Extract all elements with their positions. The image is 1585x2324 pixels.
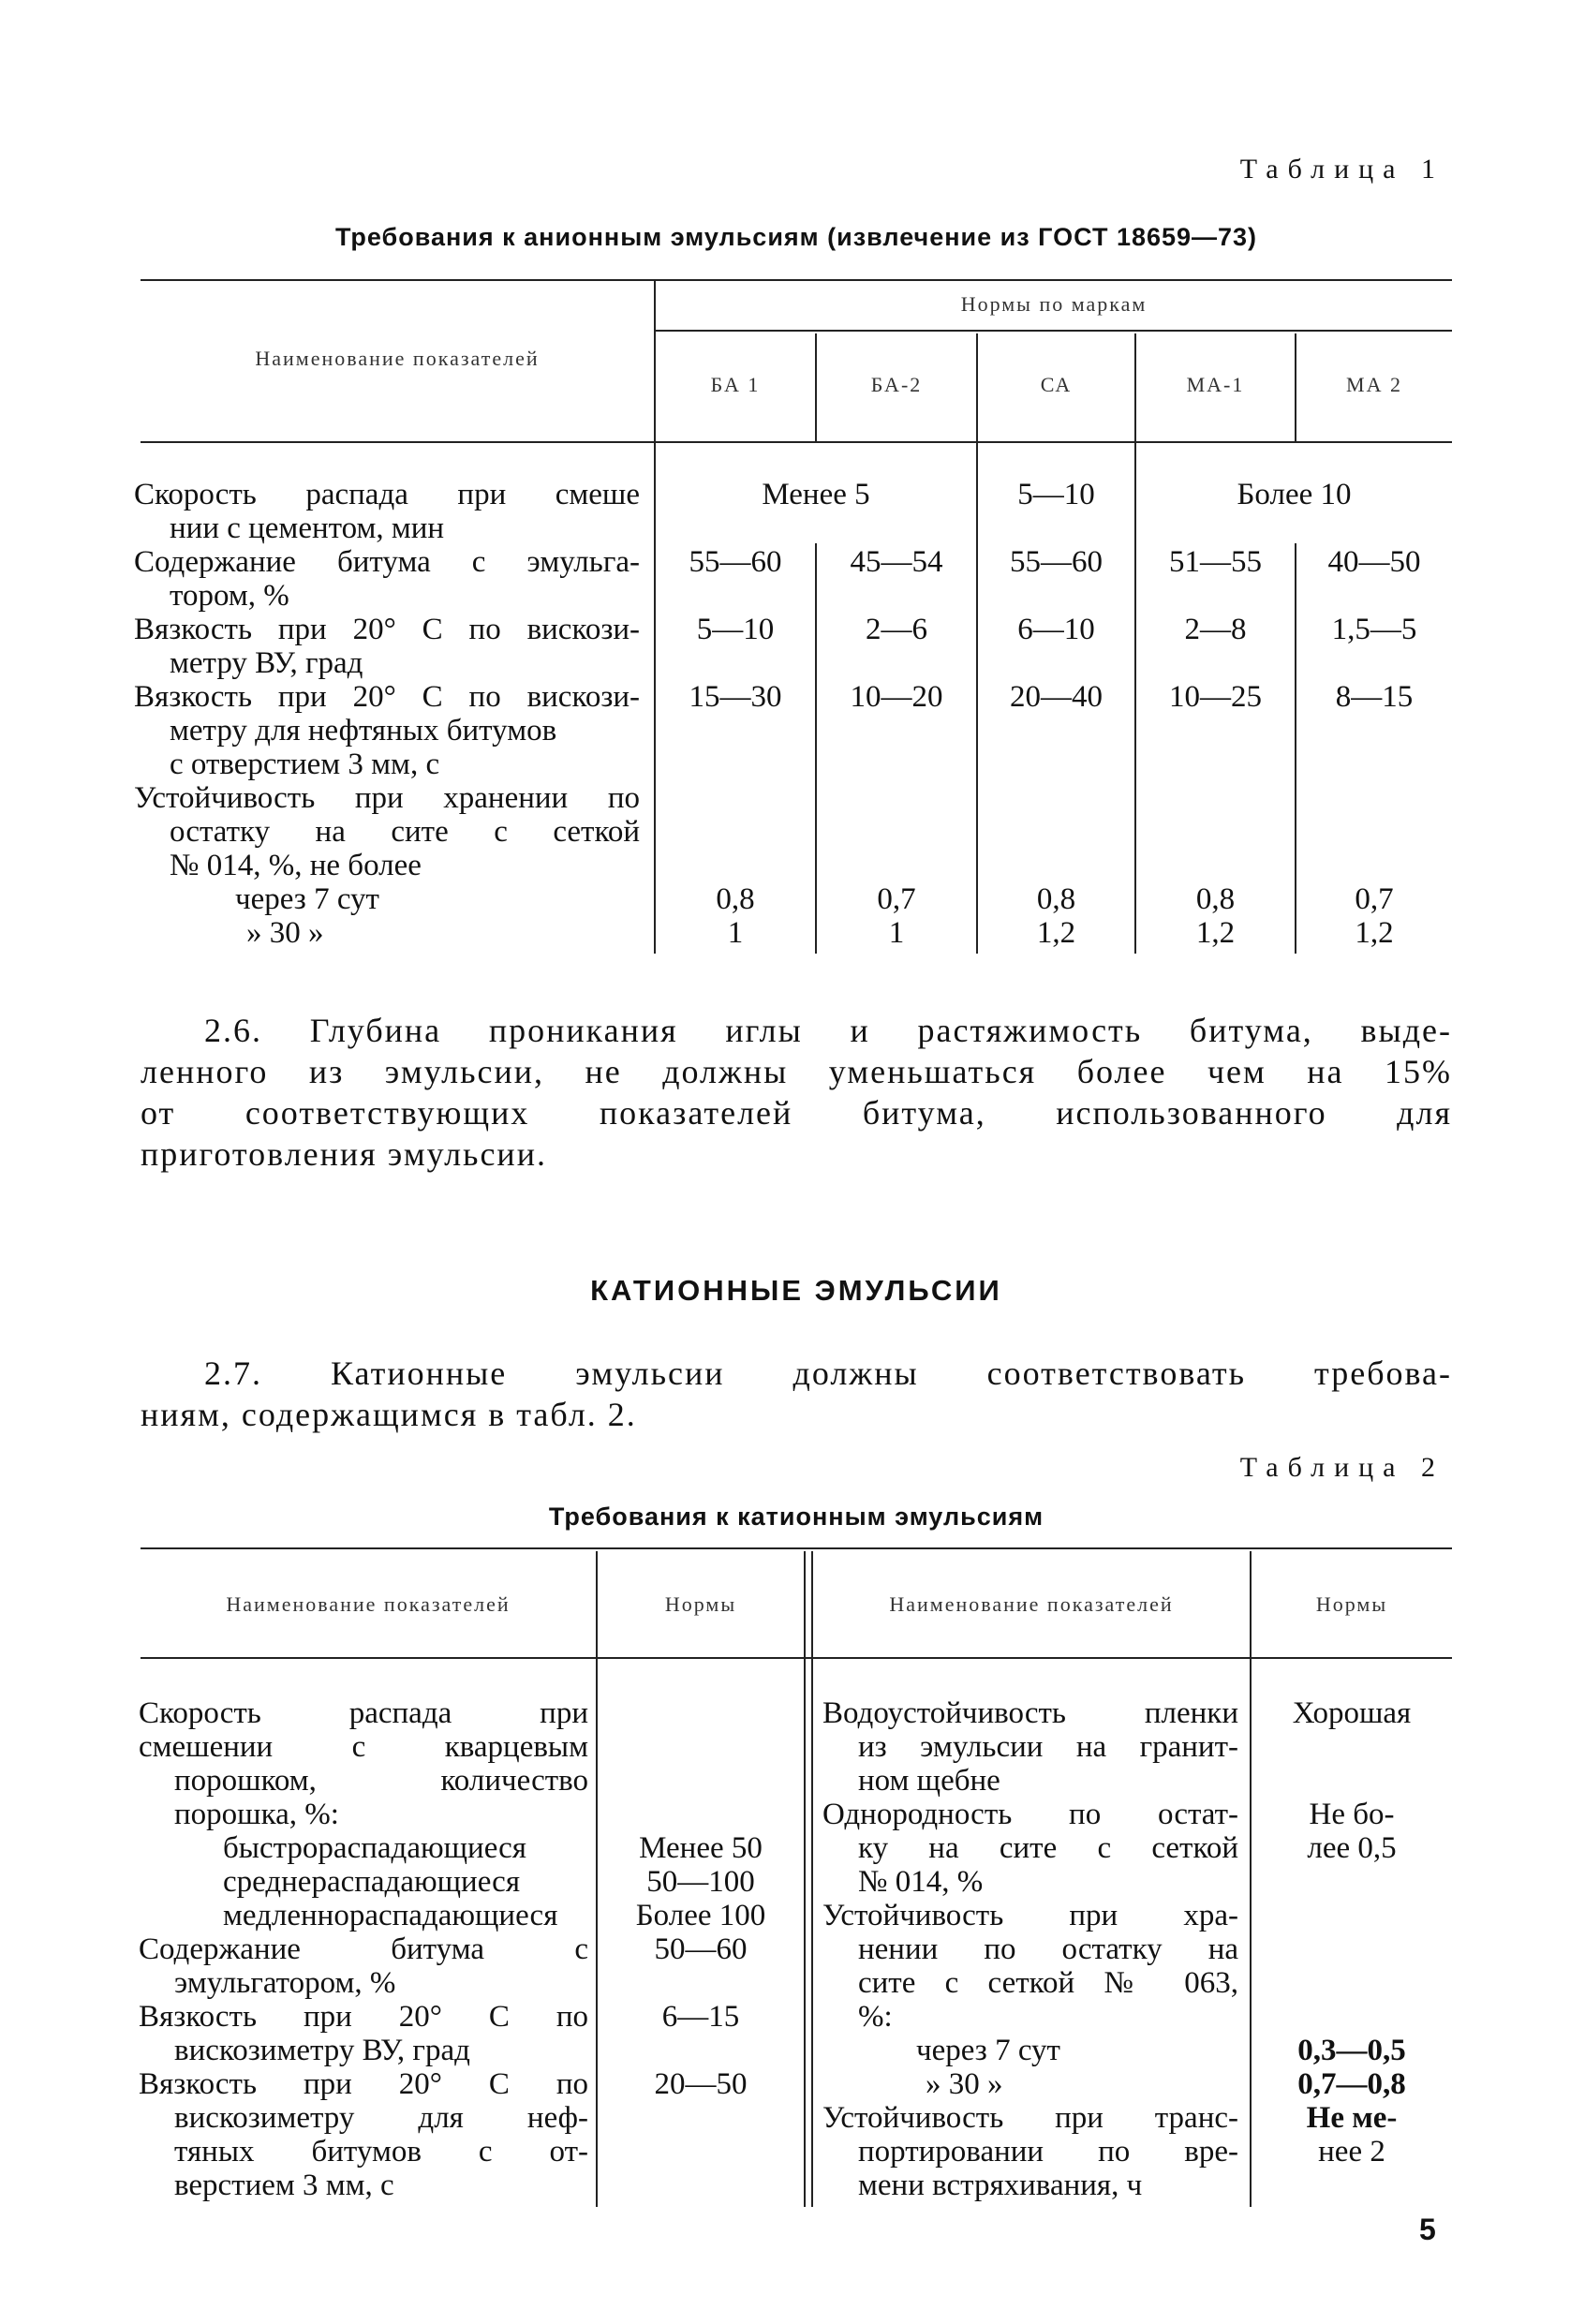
- table2-name-line: Вязкость при 20° С по: [139, 2000, 588, 2034]
- table2-norm: [1252, 2000, 1452, 2034]
- table1-brand: СА: [1040, 373, 1073, 396]
- paragraph-line: приготовления эмульсии.: [141, 1135, 547, 1173]
- table2-norm: 0,7—0,8: [1297, 2067, 1406, 2101]
- table2-norm: нее 2: [1318, 2135, 1385, 2169]
- table2-norm: [1252, 1932, 1452, 1966]
- table2-norm: Не ме-: [1306, 2101, 1398, 2135]
- table2-name-line: вискозиметру для неф-: [174, 2101, 588, 2135]
- table2-name-line: через 7 сут: [916, 2034, 1060, 2067]
- table2-name-line: № 014, %: [858, 1865, 984, 1899]
- paragraph-line: 2.7. Катионные эмульсии должны соответствовать требова-: [204, 1354, 1452, 1392]
- table2-name-line: мени встряхивания, ч: [858, 2169, 1143, 2202]
- table2-norm: 6—15: [661, 2000, 740, 2034]
- table2-header: Нормы: [1315, 1592, 1388, 1616]
- table1-cell: 1,2: [1036, 916, 1076, 950]
- table1-row-name: через 7 сут: [235, 882, 379, 916]
- table2-norm: Не бо-: [1309, 1798, 1395, 1831]
- table1-cell: 6—10: [1017, 613, 1095, 646]
- table2-norm: Более 100: [635, 1899, 766, 1932]
- table1-cell: 5—10: [696, 613, 775, 646]
- table1-cell: 8—15: [1335, 680, 1414, 714]
- table1-cell: 40—50: [1327, 545, 1421, 579]
- table1-cell: 1,2: [1195, 916, 1236, 950]
- table2-norm: лее 0,5: [1307, 1831, 1397, 1865]
- table1-cell: 2—6: [866, 613, 927, 646]
- table2-name-line: тяных битумов с от-: [174, 2135, 588, 2169]
- table2-name-line: Однородность по остат-: [822, 1798, 1238, 1831]
- table1-cell: 2—8: [1184, 613, 1247, 646]
- table2-name-line: Устойчивость при хра-: [822, 1899, 1238, 1932]
- table1-cell: 5—10: [1017, 478, 1095, 511]
- table1-header-name: Наименование показателей: [255, 347, 540, 370]
- paragraph-line: от соответствующих показателей битума, использованного для: [141, 1094, 1452, 1132]
- table2-norm: [1252, 1966, 1452, 2000]
- table2-name-line: порошком, количество: [174, 1764, 588, 1798]
- table2-norm: Хорошая: [1292, 1696, 1412, 1730]
- table1-cell: 0,8: [1036, 882, 1076, 916]
- table2-double-divider: [804, 1551, 806, 2207]
- table2-name-line: » 30 »: [926, 2067, 1003, 2101]
- table2-norm: 50—60: [654, 1932, 748, 1966]
- table2-name-line: Водоустойчивость пленки: [822, 1696, 1238, 1730]
- table2-name-line: порошка, %:: [174, 1798, 339, 1831]
- table1-cell: 45—54: [850, 545, 943, 579]
- table2-norm: [1252, 1764, 1452, 1798]
- table1-brand: БА-2: [870, 373, 923, 396]
- table2-name-line: нении по остатку на: [858, 1932, 1238, 1966]
- table2-left-norms: [598, 1696, 804, 2101]
- table1-cell: 55—60: [689, 545, 782, 579]
- paragraph-line: ленного из эмульсии, не должны уменьшаться более чем на 15%: [141, 1053, 1452, 1090]
- paragraph-2-7: [141, 1353, 1452, 1435]
- table1-row-name: Вязкость при 20° С по вискози-: [134, 613, 640, 646]
- table2-name-line: Вязкость при 20° С по: [139, 2067, 588, 2101]
- table1-row-name: метру для нефтяных битумов: [170, 714, 557, 748]
- table1-cell: Более 10: [1237, 478, 1352, 511]
- table1-row-name: Содержание битума с эмульга-: [134, 545, 640, 579]
- table1-row-name: тором, %: [170, 579, 289, 613]
- table1-names: [134, 478, 640, 950]
- table1-cell: 0,8: [716, 882, 755, 916]
- table2-norm: 20—50: [654, 2067, 748, 2101]
- table1-brand: МА-1: [1186, 373, 1245, 396]
- table2-norm: [1252, 1730, 1452, 1764]
- table2-name-line: эмульгатором, %: [174, 1966, 396, 2000]
- table1-brand: БА 1: [710, 373, 761, 396]
- table2-name-line: Устойчивость при транс-: [822, 2101, 1238, 2135]
- table1-row-name: Скорость распада при смеше: [134, 478, 640, 511]
- table2-name-line: медленнораспадающиеся: [223, 1899, 558, 1932]
- table2-name-line: Содержание битума с: [139, 1932, 588, 1966]
- table1-row-name: нии с цементом, мин: [170, 511, 445, 545]
- table2-norm: [598, 1696, 804, 1730]
- table1-title: Требования к анионным эмульсиям (извлечение из ГОСТ 18659—73): [334, 223, 1258, 251]
- section-heading: КАТИОННЫЕ ЭМУЛЬСИИ: [590, 1274, 1002, 1307]
- table2-name-line: %:: [858, 2000, 893, 2034]
- table2-top-rule: [141, 1547, 1452, 1549]
- table2-name-line: из эмульсии на гранит-: [858, 1730, 1238, 1764]
- table1-row-name: метру ВУ, град: [170, 646, 363, 680]
- table2-norm: Менее 50: [639, 1831, 763, 1865]
- table2-double-divider: [811, 1551, 813, 2207]
- table1-row-name: Устойчивость при хранении по: [134, 781, 640, 815]
- table2-name-line: Скорость распада при: [139, 1696, 588, 1730]
- table2-norm: [598, 1730, 804, 1764]
- paragraph-line: ниям, содержащимся в табл. 2.: [141, 1396, 637, 1433]
- table1-cell: 55—60: [1010, 545, 1103, 579]
- table2-norm: 50—100: [646, 1865, 755, 1899]
- table2-title: Требования к катионным эмульсиям: [548, 1502, 1044, 1531]
- table2-header: Нормы: [664, 1592, 737, 1616]
- table2-label: Таблица 2: [1239, 1452, 1444, 1483]
- table2-norm: [598, 1798, 804, 1831]
- table1-label: Таблица 1: [1239, 154, 1444, 185]
- page-number: 5: [1419, 2213, 1436, 2246]
- table2-norm: 0,3—0,5: [1297, 2034, 1406, 2067]
- table1-cell: 10—25: [1169, 680, 1262, 714]
- table2-name-line: сите с сеткой № 063,: [858, 1966, 1238, 2000]
- table1-cell: 0,8: [1195, 882, 1236, 916]
- table1-header-group: Нормы по маркам: [960, 292, 1148, 316]
- table2-name-line: среднераспадающиеся: [223, 1865, 521, 1899]
- table1-row-name: с отверстием 3 мм, с: [170, 748, 440, 781]
- table1-cell: 0,7: [1355, 882, 1394, 916]
- table1-group-rule: [656, 330, 1452, 332]
- table1-cell: 1,5—5: [1331, 613, 1417, 646]
- table2-header: Наименование показателей: [889, 1592, 1174, 1616]
- table2-right-names: [822, 1696, 1238, 2202]
- table2-name-line: портировании по вре-: [858, 2135, 1238, 2169]
- table1-row-name: № 014, %, не более: [170, 849, 422, 882]
- table1-header-rule: [141, 441, 1452, 443]
- table2-name-line: верстием 3 мм, с: [174, 2169, 394, 2202]
- table2-left-names: [139, 1696, 588, 2202]
- table2-right-norms: [1252, 1696, 1452, 2169]
- table2-name-line: вискозиметру ВУ, град: [174, 2034, 470, 2067]
- table2-name-line: ку на сите с сеткой: [858, 1831, 1238, 1865]
- table1-top-rule: [141, 279, 1452, 281]
- table2-norm: [598, 1764, 804, 1798]
- table1-cell: 10—20: [850, 680, 943, 714]
- paragraph-2-6: [141, 1010, 1452, 1175]
- table2-header: Наименование показателей: [226, 1592, 511, 1616]
- table1-cell: 1: [888, 916, 905, 950]
- table2-norm: [598, 2034, 804, 2067]
- table2-name-line: ном щебне: [858, 1764, 1000, 1798]
- table1-row-name: Вязкость при 20° С по вискози-: [134, 680, 640, 714]
- table1-row-name: » 30 »: [246, 916, 324, 950]
- table1-cell: 20—40: [1010, 680, 1103, 714]
- table2-name-line: смешении с кварцевым: [139, 1730, 588, 1764]
- table1-cell: 1: [727, 916, 744, 950]
- table1-cell: 0,7: [877, 882, 916, 916]
- table2-norm: [1252, 1899, 1452, 1932]
- table2-norm: [598, 1966, 804, 2000]
- paragraph-line: 2.6. Глубина проникания иглы и растяжимость битума, выде-: [204, 1012, 1452, 1049]
- table1-cell: 1,2: [1355, 916, 1394, 950]
- table1-cell: Менее 5: [762, 478, 870, 511]
- table1-brand: МА 2: [1346, 373, 1402, 396]
- table1-row-name: остатку на сите с сеткой: [170, 815, 640, 849]
- table1-cell: 51—55: [1169, 545, 1262, 579]
- table1-cell: 15—30: [689, 680, 782, 714]
- table2-header-rule: [141, 1657, 1452, 1659]
- table2-name-line: быстрораспадающиеся: [223, 1831, 526, 1865]
- table2-norm: [1252, 1865, 1452, 1899]
